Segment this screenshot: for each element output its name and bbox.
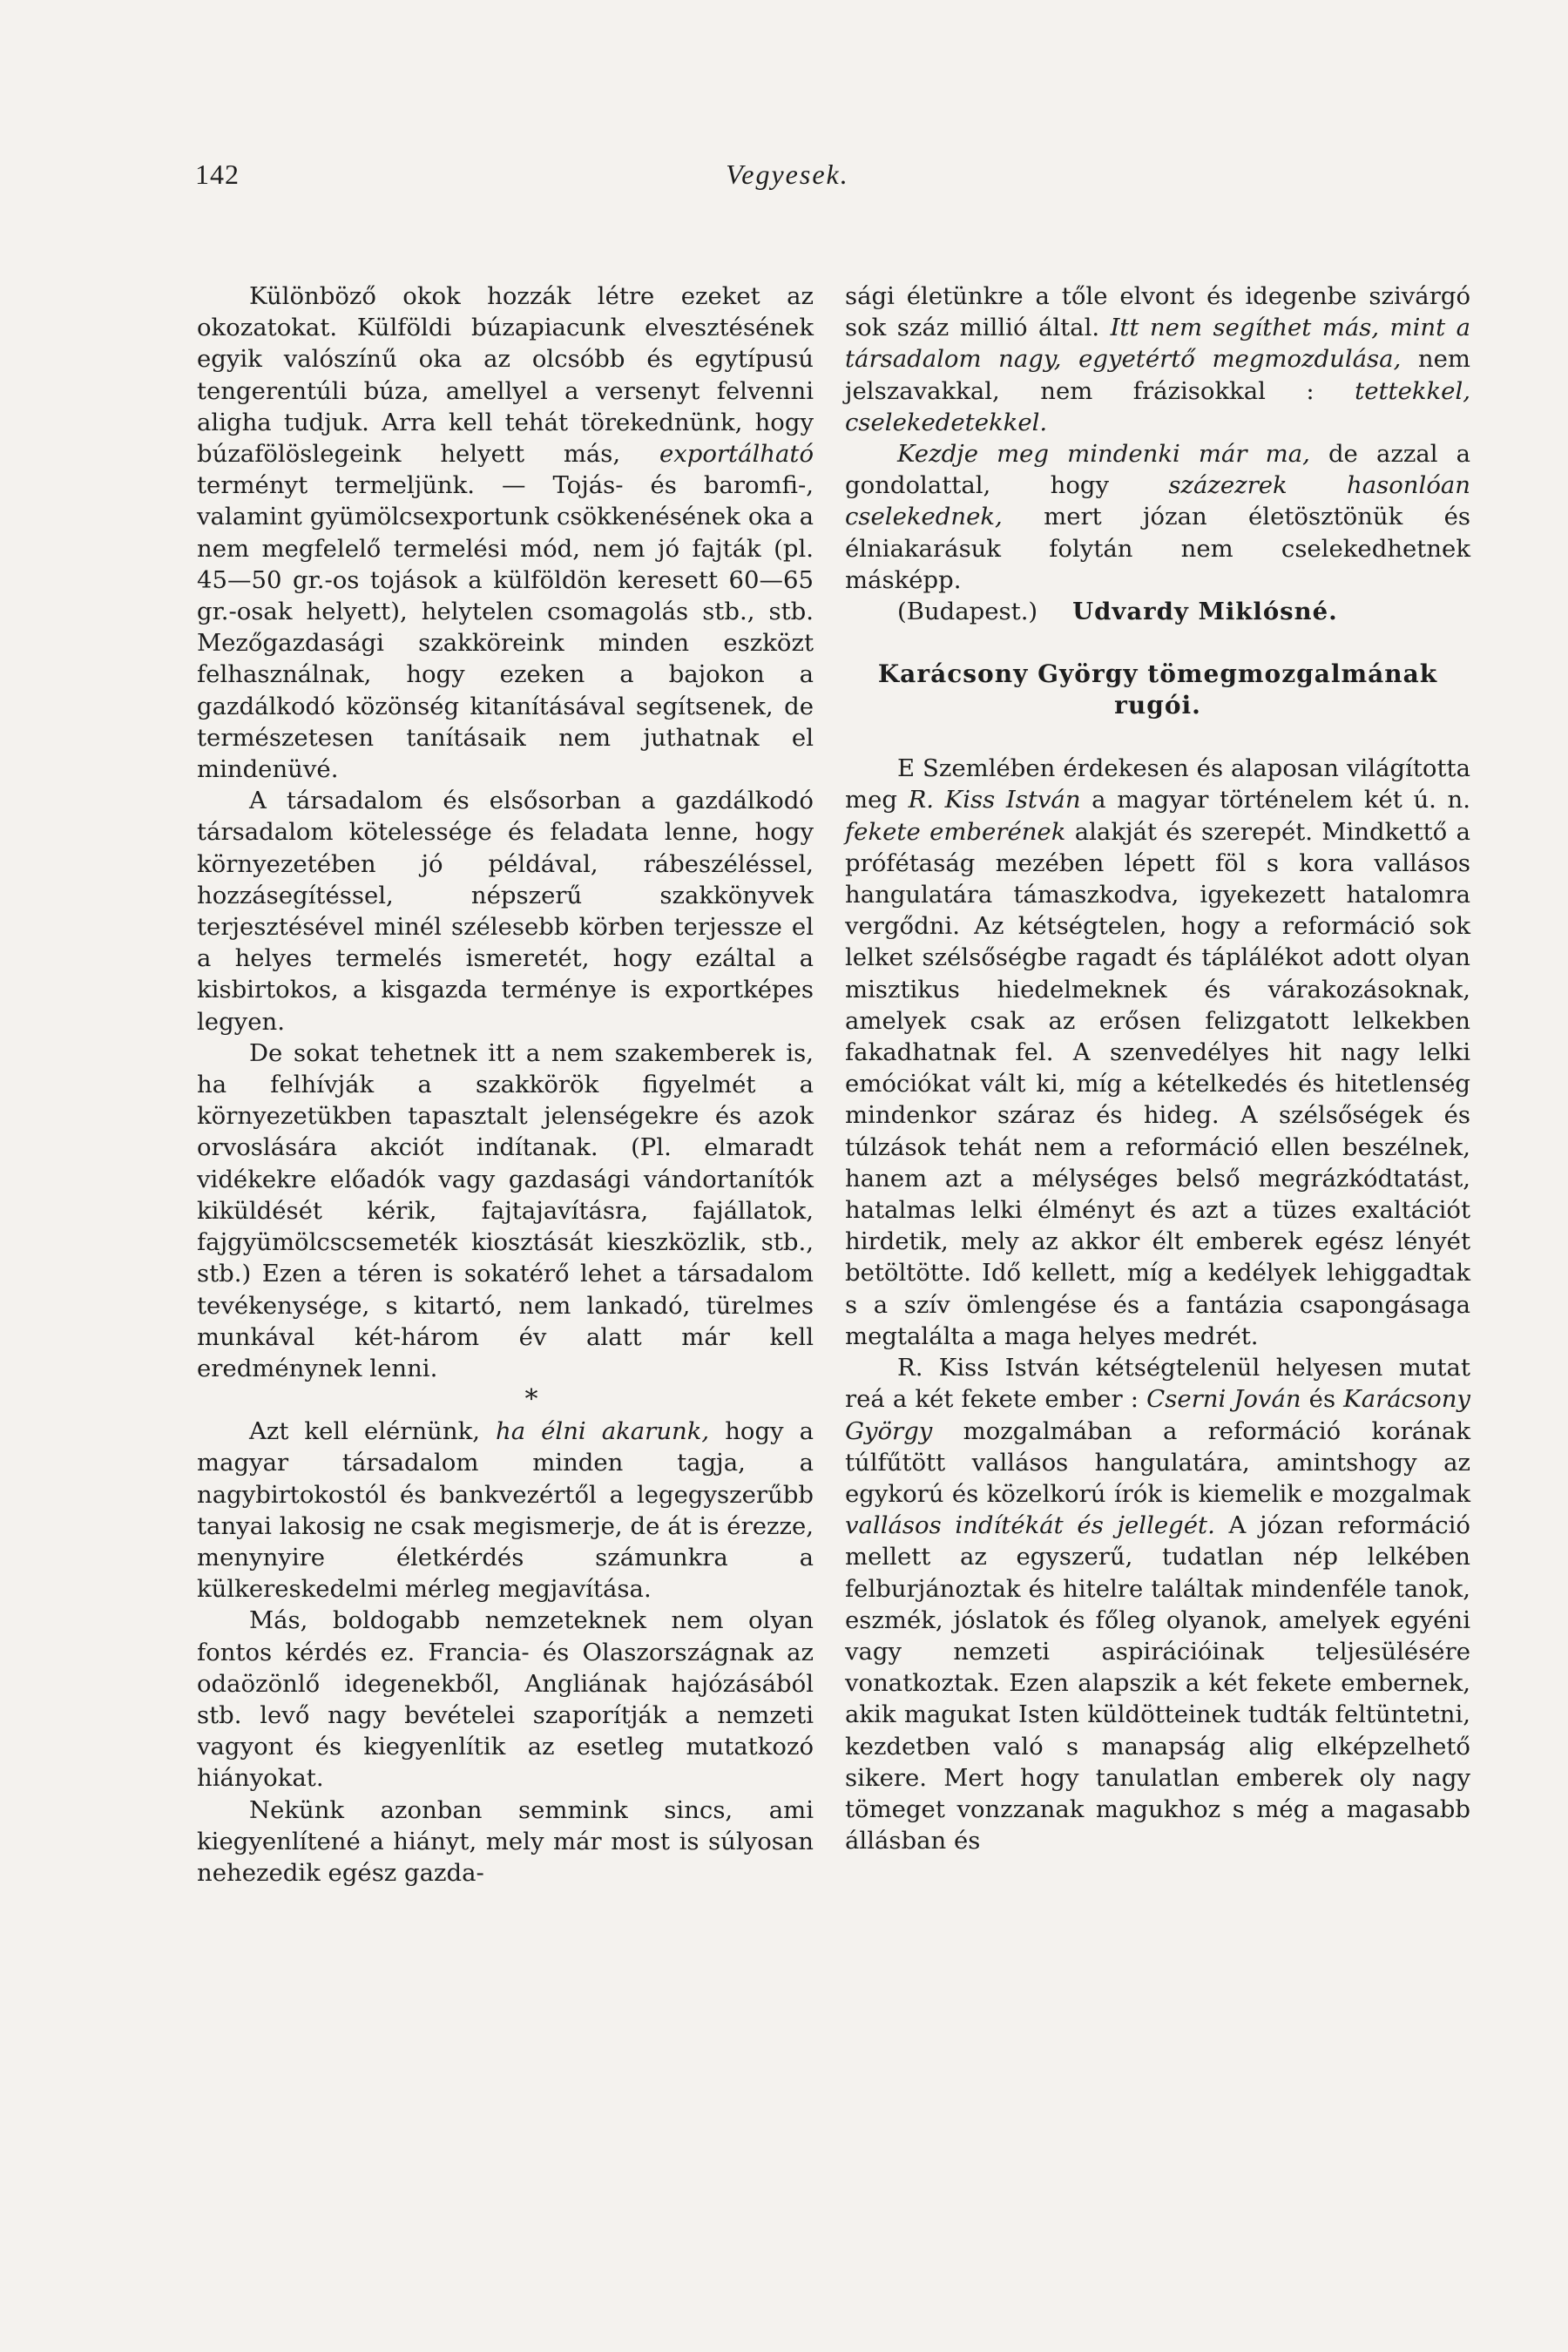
text-run: de azzal a gondolattal, hogy xyxy=(845,440,1471,500)
signature-place: (Budapest.) xyxy=(897,598,1038,626)
paragraph xyxy=(197,1416,814,1605)
right-column xyxy=(845,280,1470,1856)
text-run: a magyar történelem két ú. n. xyxy=(1080,786,1470,814)
signature-line xyxy=(845,596,1470,627)
italic-run: Itt nem segíthet más, mint a társadalom nagy, egyetértő megmozdulása, xyxy=(845,314,1470,374)
italic-run: Karácsony György xyxy=(845,1385,1470,1445)
paragraph: A társadalom és elsősorban a gazdálkodó társadalom kötelessége és feladata lenne, hogy környezetében jó példával, rábeszéléssel, hozzásegítéssel, népszerű szakkönyvek terjesztésével minél szélesebb körben terjessze el a helyes termelés ismeretét, hogy ezáltal a kisbirtokos, a kisgazda terménye is exportképes legyen. xyxy=(197,787,814,1036)
italic-run: ha élni akarunk, xyxy=(496,1417,710,1446)
paragraph xyxy=(845,753,1470,1352)
page-header xyxy=(195,159,1380,197)
italic-run: vallásos indítékát és jellegét. xyxy=(845,1511,1215,1540)
paragraph xyxy=(845,438,1470,596)
text-run: Azt kell elérnünk, xyxy=(249,1417,497,1446)
left-column xyxy=(197,280,814,1889)
text-run: E Szemlében érdekesen és alaposan világította meg xyxy=(845,754,1470,814)
text-run: és xyxy=(1301,1385,1344,1414)
italic-run: százezrek hasonlóan cselekednek, xyxy=(845,471,1470,531)
running-title: Vegyesek. xyxy=(726,159,849,190)
paragraph xyxy=(845,280,1470,438)
text-run: alakját és szerepét. Mindkettő a prófétaság mezében lépett föl s kora vallásos hangulatára támaszkodva, igyekezett hatalomra vergődni. Az kétségtelen, hogy a reformáció sok lelket szélsőségbe ragadt és táplálékot adott olyan misztikus hiedelmeknek és várakozásoknak, amelyek csak az erősen felizgatott lelkekben fakadhatnak fel. A szenvedélyes hit nagy lelki emóciókat vált ki, míg a kételkedés és hitetlenség mindenkor száraz és hideg. A szélsőségek és túlzások tehát nem a reformáció ellen beszélnek, hanem azt a mélységes belső megrázkódtatást, hatalmas lelki élményt és azt a tüzes exaltációt hirdetik, mely az akkor élt emberek egész lényét betöltötte. Idő kellett, míg a kedélyek lehiggadtak s a szív ömlengése és a fantázia csapongásaga megtalálta a maga helyes medrét. xyxy=(845,817,1470,1350)
article-heading: Karácsony György tömegmozgalmának rugói. xyxy=(877,659,1438,720)
italic-run: Cserni Jován xyxy=(1146,1385,1301,1414)
text-run: sági életünkre a tőle elvont és idegenbe szivárgó sok száz millió által. xyxy=(845,282,1470,342)
page-number: 142 xyxy=(195,159,240,190)
text-run: mert józan életösztönük és élniakarásuk folytán nem cselekedhetnek másképp. xyxy=(845,503,1470,594)
paragraph: Más, boldogabb nemzeteknek nem olyan fontos kérdés ez. Francia- és Olaszországnak az odaözönlő idegenekből, Angliának hajózásából stb. levő nagy bevételei szaporítják a nemzeti vagyont és kiegyenlítik az esetleg mutatkozó hiányokat. xyxy=(197,1606,814,1793)
paragraph: Nekünk azonban semmink sincs, ami kiegyenlítené a hiányt, mely már most is súlyosan nehezedik egész gazda- xyxy=(197,1795,814,1887)
paragraph: De sokat tehetnek itt a nem szakemberek is, ha felhívják a szakkörök figyelmét a környezetükben tapasztalt jelenségekre és azok orvoslására akciót indítanak. (Pl. elmaradt vidékekre előadók vagy gazdasági vándortanítók kiküldését kérik, fajtajavításra, fajállatok, fajgyümölcscsemeték kiosztását kieszközlik, stb., stb.) Ezen a téren is sokatérő lehet a társadalom tevékenysége, s kitartó, nem lankadó, türelmes munkával két-három év alatt már kell eredménynek lenni. xyxy=(197,1038,814,1382)
italic-run: Kezdje meg mindenki már ma, xyxy=(897,440,1310,469)
italic-run: tettekkel, cselekedetekkel. xyxy=(845,376,1470,436)
paragraph xyxy=(845,1352,1470,1856)
text-run: R. Kiss István kétségtelenül helyesen mutat reá a két fekete ember : xyxy=(845,1354,1470,1414)
text-run: A józan reformáció mellett az egyszerű, tudatlan nép lelkében felburjánoztak és hitelre találtak mindenféle tanok, eszmék, jóslatok és főleg olyanok, amelyek egyéni vagy nemzeti aspirációinak teljesülésére vonatkoztak. Ezen alapszik a két fekete embernek, akik magukat Isten küldötteinek tudták feltüntetni, kezdetben való s manapság alig elképzelhető sikere. Mert hogy tanulatlan emberek oly nagy tömeget vonzzanak magukhoz s még a magasabb állásban és xyxy=(845,1511,1470,1855)
section-separator: * xyxy=(524,1384,538,1416)
text-run: Különböző okok hozzák létre ezeket az okozatokat. Külföldi búzapiacunk elvesztésének egyik valószínű oka az olcsóbb és egytípusú tengerentúli búza, amellyel a versenyt felvenni aligha tudjuk. Arra kell tehát törekednünk, hogy búzafölöslegeink helyett más, xyxy=(197,282,814,469)
paragraph xyxy=(197,280,814,785)
italic-run: R. Kiss István xyxy=(908,786,1081,814)
text-run: nem jelszavakkal, nem frázisokkal : xyxy=(845,345,1470,405)
italic-run: fekete emberének xyxy=(845,817,1066,846)
text-run: mozgalmában a reformáció korának túlfűtött vallásos hangulatára, amintshogy az egykorú és közelkorú írók is kiemelik e mozgalmak xyxy=(845,1416,1470,1508)
signature-author: Udvardy Miklósné. xyxy=(1072,598,1338,626)
text-run: terményt termeljünk. — Tojás- és baromfi-, valamint gyümölcsexportunk csökkenésének oka a nem megfelelő termelési mód, nem jó fajták (pl. 45—50 gr.-os tojások a külföldön keresett 60—65 gr.-osak helyett), helytelen csomagolás stb., stb. Mezőgazdasági szakköreink minden eszközt felhasználnak, hogy ezeken a bajokon a gazdálkodó közönség kitanításával segítsenek, de természetesen tanításaik nem juthatnak el mindenüvé. xyxy=(197,471,814,784)
text-run: hogy a magyar társadalom minden tagja, a nagybirtokostól és bankvezértől a legegyszerűbb tanyai lakosig ne csak megismerje, de át is érezze, menynyire életkérdés számunkra a külkereskedelmi mérleg megjavítása. xyxy=(197,1417,814,1604)
italic-run: exportálható xyxy=(659,440,814,469)
